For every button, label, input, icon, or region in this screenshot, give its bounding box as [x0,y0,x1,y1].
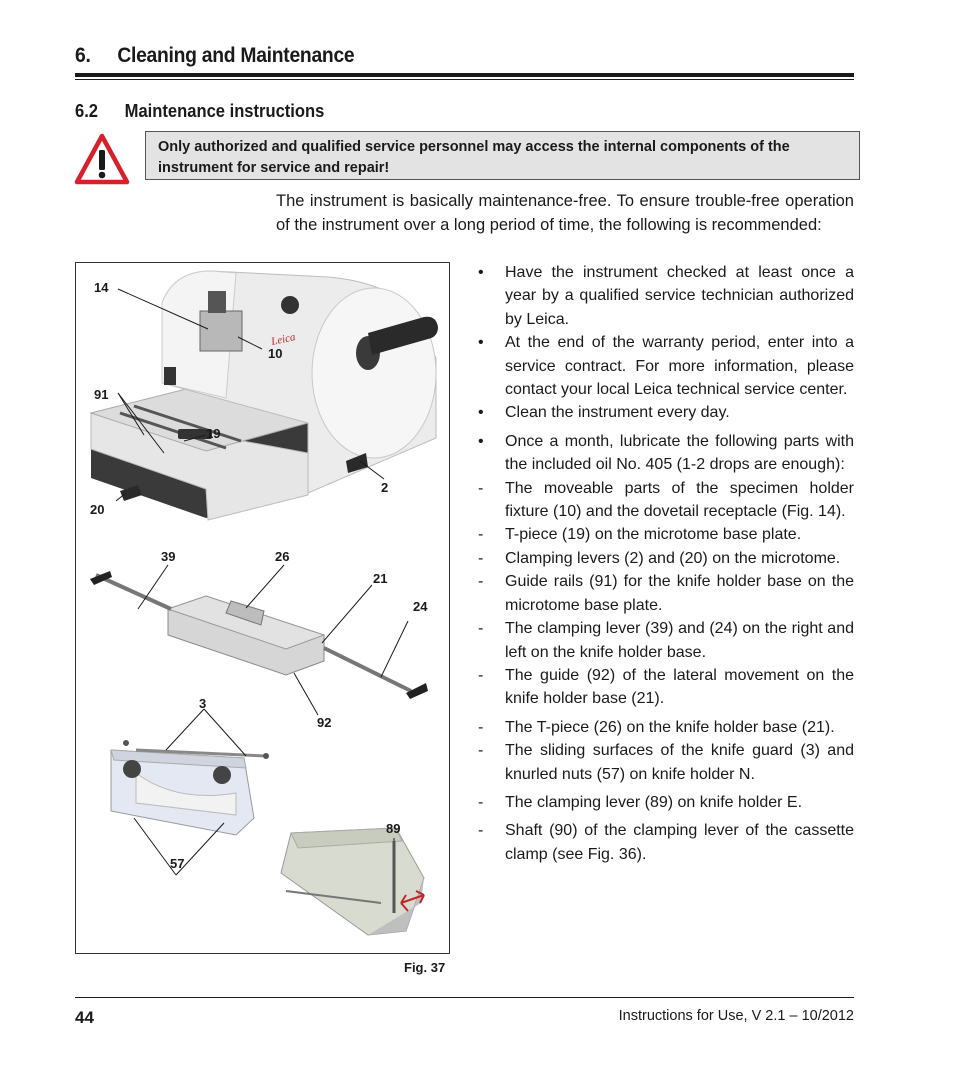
list-item: - Guide rails (91) for the knife holder base on the microtome base plate. [478,573,854,614]
callout-26: 26 [275,549,290,564]
leica-logo: Leica [270,331,297,348]
header-rule-thick [75,73,854,77]
callout-91: 91 [94,387,109,402]
callout-21: 21 [373,571,388,586]
section-title: Maintenance instructions [124,101,325,121]
list-item: - The clamping lever (39) and (24) on the right and left on the knife holder base. [478,620,854,661]
maintenance-list [478,261,854,866]
list-item: • At the end of the warranty period, enter into a service contract. For more information, please contact your local Leica technical service center. [478,334,854,399]
callout-19: 19 [206,426,221,441]
callout-14: 14 [94,280,109,295]
warning-triangle-icon [74,133,130,185]
list-item: • Clean the instrument every day. [478,404,730,422]
callout-89: 89 [386,821,401,836]
knife-holder-base-illustration [90,571,428,699]
callout-92: 92 [317,715,332,730]
chapter-number: 6. [75,44,91,67]
list-item: - The T-piece (26) on the knife holder base (21). [478,718,835,736]
list-item: - The moveable parts of the specimen holder fixture (10) and the dovetail receptacle (Fig. 14). [478,479,854,521]
page-number: 44 [75,1008,94,1027]
knife-holder-e-illustration [281,828,424,935]
list-item: - The guide (92) of the lateral movement on the knife holder base (21). [478,666,854,708]
list-item: • Have the instrument checked at least once a year by a qualified service technician authorized by Leica. [478,264,854,328]
list-item: • Once a month, lubricate the following parts with the included oil No. 405 (1-2 drops are enough): [478,432,854,474]
header-rule-thin [75,79,854,80]
chapter-title: Cleaning and Maintenance [117,44,355,67]
section-heading [75,101,324,122]
section-number: 6.2 [75,101,99,121]
figure-illustration [76,263,449,953]
callout-39: 39 [161,549,176,564]
list-item: - Shaft (90) of the clamping lever of the cassette clamp (see Fig. 36). [478,822,854,863]
knife-holder-n-illustration [111,740,269,835]
figure-caption: Fig. 37 [404,960,446,975]
footer-doc-info: Instructions for Use, V 2.1 – 10/2012 [618,1008,854,1024]
list-item: - T-piece (19) on the microtome base plate. [478,526,802,544]
list-item: - Clamping levers (2) and (20) on the microtome. [478,549,841,567]
callout-10: 10 [268,346,283,361]
intro-paragraph: The instrument is basically maintenance-free. To ensure trouble-free operation of the instrument over a long period of time, the following is recommended: [276,192,854,234]
callout-2: 2 [381,480,389,495]
chapter-heading [75,44,354,68]
figure-37 [75,262,450,954]
callout-57: 57 [170,856,185,871]
list-item: - The sliding surfaces of the knife guard (3) and knurled nuts (57) on knife holder N. [478,742,854,783]
warning-box: Only authorized and qualified service personnel may access the internal components of the instrument for service and repair! [145,131,860,180]
callout-3: 3 [199,696,207,711]
list-item: - The clamping lever (89) on knife holder E. [478,793,803,811]
callout-20: 20 [90,502,105,517]
footer-rule [75,997,854,998]
callout-24: 24 [413,599,428,614]
